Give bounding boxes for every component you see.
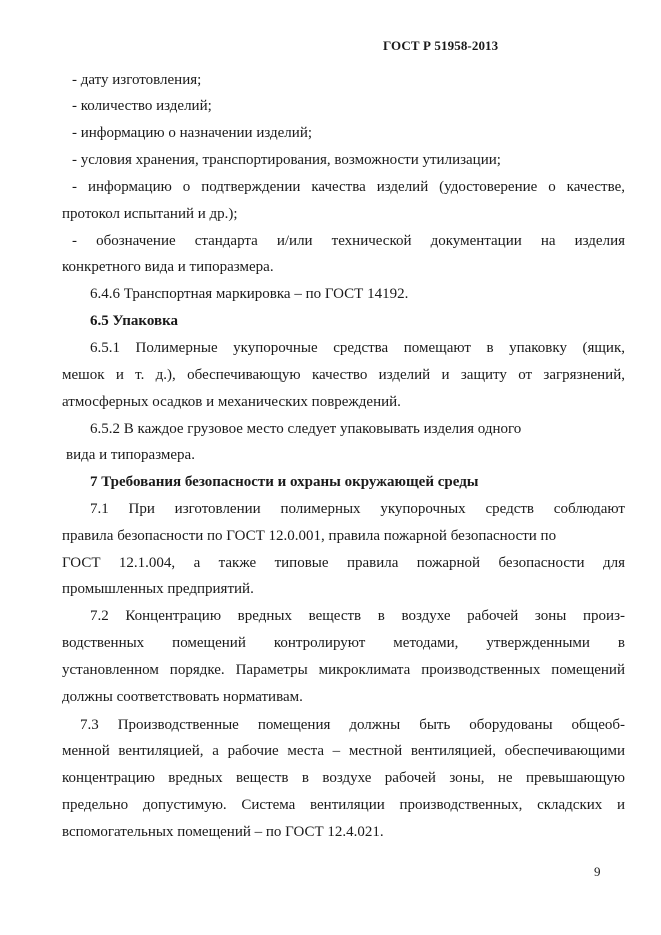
text-line: протокол испытаний и др.); xyxy=(62,206,238,222)
text-line: конкретного вида и типоразмера. xyxy=(62,259,274,275)
text-line: предельно допустимую. Система вентиляции производственных, складских и xyxy=(62,797,625,813)
list-item: - информацию о подтверждении качества изделий (удостоверение о качестве, xyxy=(72,179,625,195)
list-item: - дату изготовления; xyxy=(72,72,202,88)
section-heading-7: 7 Требования безопасности и охраны окружающей среды xyxy=(90,474,479,490)
text-line: концентрацию вредных веществ в воздухе рабочей зоны, не превышающую xyxy=(62,770,625,786)
document-header: ГОСТ Р 51958-2013 xyxy=(383,38,499,53)
list-item: - информацию о назначении изделий; xyxy=(72,125,313,141)
text-line: 7.3 Производственные помещения должны быть оборудованы общеоб- xyxy=(80,717,625,733)
list-item: - условия хранения, транспортирования, возможности утилизации; xyxy=(72,152,501,168)
paragraph-6-4-6: 6.4.6 Транспортная маркировка – по ГОСТ 14192. xyxy=(90,286,409,302)
list-item: - обозначение стандарта и/или технической документации на изделия xyxy=(72,233,625,249)
text-line: вспомогательных помещений – по ГОСТ 12.4.021. xyxy=(62,824,384,840)
text-line: менной вентиляцией, а рабочие места – местной вентиляцией, обеспечивающими xyxy=(62,743,625,759)
text-line: вида и типоразмера. xyxy=(66,447,195,463)
text-line: промышленных предприятий. xyxy=(62,581,254,597)
text-line: ГОСТ 12.1.004, а также типовые правила пожарной безопасности для xyxy=(62,555,625,571)
text-line: 7.2 Концентрацию вредных веществ в воздухе рабочей зоны произ- xyxy=(90,608,625,624)
section-heading-6-5: 6.5 Упаковка xyxy=(90,313,179,329)
text-line: должны соответствовать нормативам. xyxy=(62,689,303,705)
text-line: мешок и т. д.), обеспечивающую качество изделий и защиту от загрязнений, xyxy=(62,367,625,383)
text-line: правила безопасности по ГОСТ 12.0.001, правила пожарной безопасности по xyxy=(62,528,557,544)
text-line: установленном порядке. Параметры микроклимата производственных помещений xyxy=(62,662,625,678)
text-line: атмосферных осадков и механических повреждений. xyxy=(62,394,401,410)
text-line: водственных помещений контролируют методами, утвержденными в xyxy=(62,635,625,651)
text-line: 6.5.2 В каждое грузовое место следует упаковывать изделия одного xyxy=(90,421,522,437)
text-line: 6.5.1 Полимерные укупорочные средства помещают в упаковку (ящик, xyxy=(90,340,625,356)
page-number: 9 xyxy=(594,864,601,879)
list-item: - количество изделий; xyxy=(72,98,212,114)
text-line: 7.1 При изготовлении полимерных укупорочных средств соблюдают xyxy=(90,501,625,517)
